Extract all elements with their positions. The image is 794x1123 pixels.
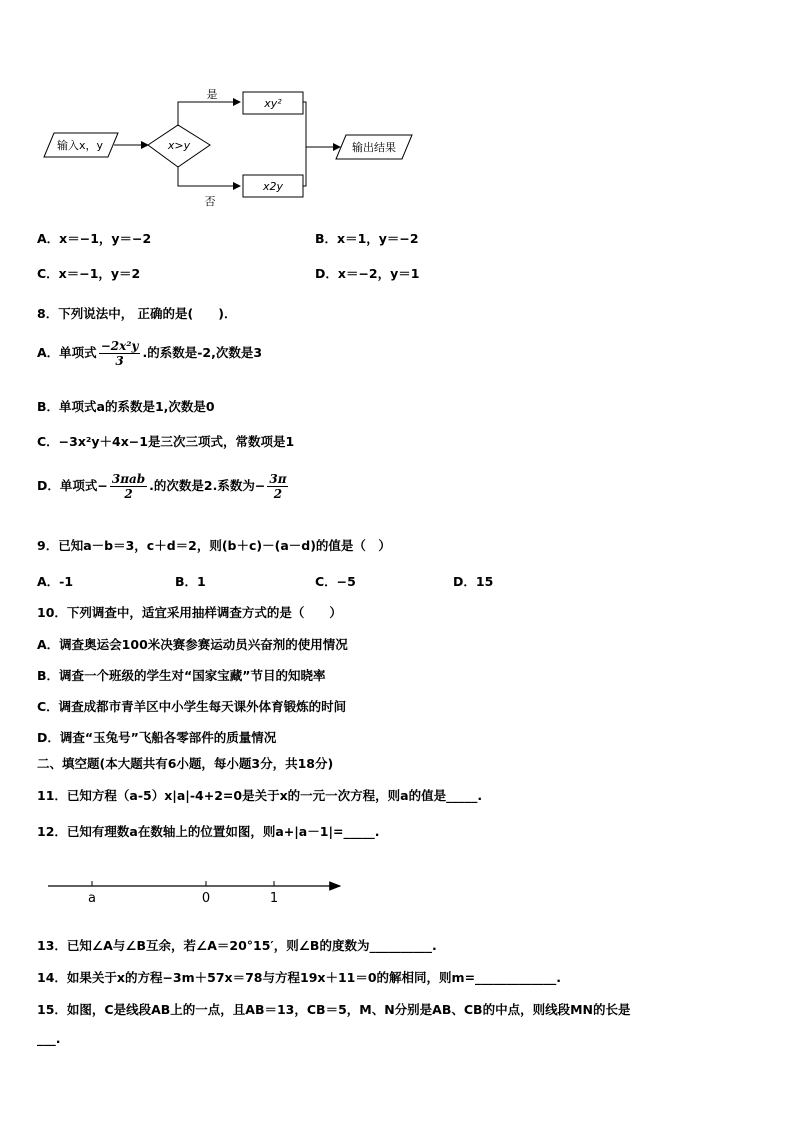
q11: 11．已知方程（a-5）x|a|-4+2=0是关于x的一元一次方程，则a的值是_____. bbox=[37, 788, 483, 803]
no-label: 否 bbox=[204, 195, 216, 208]
q7-option-b: B．x＝1，y＝−2 bbox=[315, 231, 419, 246]
q8-a-denominator: 3 bbox=[115, 354, 124, 368]
yes-box-label: xy² bbox=[264, 97, 282, 110]
q7-option-a: A．x＝−1，y＝−2 bbox=[37, 231, 152, 246]
q10-option-d: D．调查“玉兔号”飞船各零部件的质量情况 bbox=[37, 730, 277, 745]
q8-d-prefix: D．单项式− bbox=[37, 478, 108, 493]
input-label: 输入x，y bbox=[56, 139, 104, 152]
yes-label: 是 bbox=[206, 88, 218, 101]
q8-option-b: B．单项式a的系数是1,次数是0 bbox=[37, 399, 215, 414]
q10-option-c: C．调查成都市青羊区中小学生每天课外体育锻炼的时间 bbox=[37, 699, 347, 714]
q15-line2: ___. bbox=[37, 1031, 61, 1046]
no-box-label: x2y bbox=[262, 180, 284, 193]
q8-d-numerator: 3πab bbox=[111, 472, 146, 486]
q14: 14．如果关于x的方程−3m＋57x＝78与方程19x＋11＝0的解相同，则m=_____________. bbox=[37, 970, 562, 985]
q8-a-fraction bbox=[99, 339, 141, 368]
q8-option-c: C．−3x²y＋4x−1是三次三项式，常数项是1 bbox=[37, 434, 295, 449]
q8-d-fraction2 bbox=[267, 472, 288, 501]
q10-option-b: B．调查一个班级的学生对“国家宝藏”节目的知晓率 bbox=[37, 668, 326, 683]
q10-stem: 10．下列调查中，适宜采用抽样调查方式的是（ ） bbox=[37, 605, 342, 620]
flowchart bbox=[40, 85, 420, 215]
q8-d-middle: .的次数是2.系数为− bbox=[149, 478, 266, 493]
q8-d-numerator2: 3π bbox=[269, 472, 287, 486]
section2-heading: 二、填空题(本大题共有6小题，每小题3分，共18分) bbox=[37, 756, 334, 771]
q8-stem: 8．下列说法中， 正确的是( )． bbox=[37, 306, 237, 321]
label-zero: 0 bbox=[201, 891, 211, 906]
q9-option-b: B．1 bbox=[175, 574, 206, 589]
q8-option-a bbox=[37, 339, 262, 368]
q8-a-prefix: A．单项式 bbox=[37, 345, 97, 360]
q9-option-d: D．15 bbox=[453, 574, 494, 589]
condition-label: x>y bbox=[167, 139, 191, 152]
q10-option-a: A．调查奥运会100米决赛参赛运动员兴奋剂的使用情况 bbox=[37, 637, 348, 652]
q8-a-suffix: .的系数是-2,次数是3 bbox=[142, 345, 263, 360]
q13: 13．已知∠A与∠B互余，若∠A＝20°15′，则∠B的度数为__________. bbox=[37, 938, 437, 953]
q7-option-c: C．x＝−1，y＝2 bbox=[37, 266, 141, 281]
q8-a-numerator: −2x²y bbox=[100, 339, 139, 353]
q8-d-fraction bbox=[110, 472, 147, 501]
q8-option-d bbox=[37, 472, 290, 501]
q9-option-c: C．−5 bbox=[315, 574, 356, 589]
number-line bbox=[44, 874, 349, 910]
q8-d-denominator: 2 bbox=[124, 487, 133, 501]
q8-d-denominator2: 2 bbox=[273, 487, 283, 501]
q9-option-a: A．-1 bbox=[37, 574, 74, 589]
output-label: 输出结果 bbox=[352, 141, 396, 154]
q12: 12．已知有理数a在数轴上的位置如图，则a+|a－1|=_____. bbox=[37, 824, 380, 839]
label-one: 1 bbox=[269, 891, 279, 906]
label-a: a bbox=[88, 891, 96, 906]
q7-option-d: D．x＝−2，y＝1 bbox=[315, 266, 420, 281]
q15-line1: 15．如图，C是线段AB上的一点，且AB＝13，CB＝5，M、N分别是AB、CB的中点，则线段MN的长是 bbox=[37, 1002, 631, 1017]
q9-stem: 9．已知a－b＝3，c＋d＝2，则(b＋c)－(a－d)的值是（ ） bbox=[37, 538, 391, 553]
